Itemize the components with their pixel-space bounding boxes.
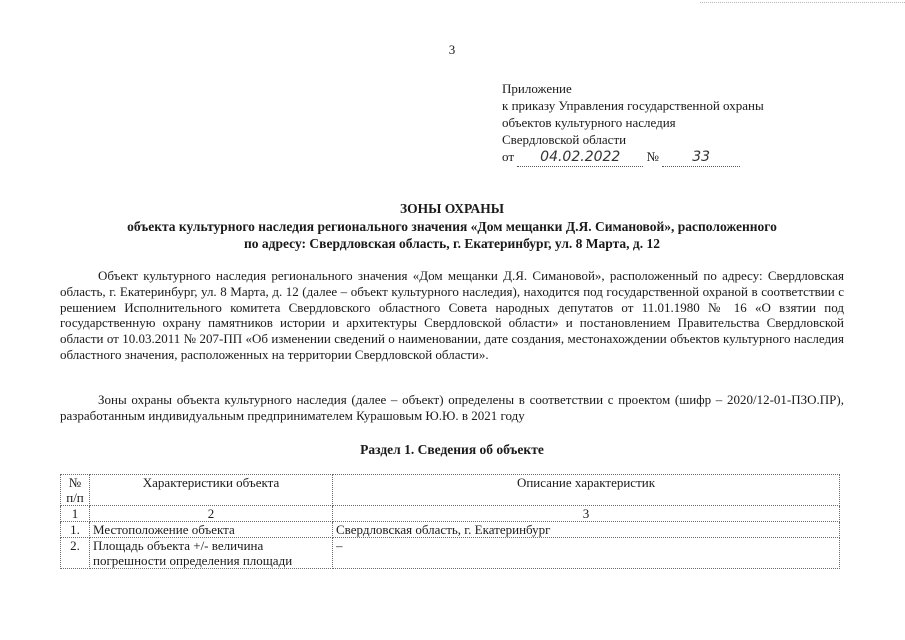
- header-cell-number: № п/п: [61, 475, 90, 506]
- header-cell-characteristics: Характеристики объекта: [90, 475, 333, 506]
- paragraph-zones: [60, 392, 844, 424]
- table-numbering-row: [61, 506, 840, 522]
- numbering-cell: 3: [333, 506, 840, 522]
- paragraph-text: Объект культурного наследия регионального значения «Дом мещанки Д.Я. Симановой», расположенный по адресу: Свердловская область, г. Екатеринбург, ул. 8 Марта, д. 12 (далее – объект культурного наследия), находится под государственной охраной в соответствии с решением Исполнительного комитета Свердловского областного Совета народных депутатов от 11.01.1980 № 16 «О взятии под государственную охрану памятников истории и архитектуры Свердловской области» и постановлением Правительства Свердловской области от 10.03.2011 № 207-ПП «Об изменении сведений о наименовании, дате создания, местонахождении объектов культурного наследия областного значения, расположенных на территории Свердловской области».: [60, 268, 844, 362]
- section-title: Раздел 1. Сведения об объекте: [360, 442, 544, 457]
- paragraph-object-status: [60, 268, 844, 363]
- row-description: –: [333, 538, 840, 569]
- number-prefix: №: [646, 149, 659, 164]
- appendix-line: Свердловской области: [502, 132, 627, 147]
- numbering-cell: 1: [61, 506, 90, 522]
- row-number: 2.: [61, 538, 90, 569]
- paragraph-text: Зоны охраны объекта культурного наследия (далее – объект) определены в соответствии с проектом (шифр – 2020/12-01-ПЗО.ПР), разработанным индивидуальным предпринимателем Курашовым Ю.Ю. в 2021 году: [60, 392, 844, 423]
- date-prefix: от: [502, 149, 515, 164]
- row-number: 1.: [61, 522, 90, 538]
- document-subtitle: объекта культурного наследия регионального значения «Дом мещанки Д.Я. Симановой», расположенного: [127, 219, 777, 234]
- row-characteristic: Площадь объекта +/- величина погрешности определения площади: [90, 538, 333, 569]
- handwritten-number: 33: [662, 149, 740, 167]
- page-number: 3: [448, 42, 456, 57]
- document-subtitle-address: по адресу: Свердловская область, г. Екатеринбург, ул. 8 Марта, д. 12: [244, 236, 660, 251]
- header-cell-description: Описание характеристик: [333, 475, 840, 506]
- row-characteristic: Местоположение объекта: [90, 522, 333, 538]
- table-row: [61, 522, 840, 538]
- object-info-table: [60, 474, 840, 569]
- page-frame-edge: [700, 2, 905, 3]
- table-header-row: [61, 475, 840, 506]
- numbering-cell: 2: [90, 506, 333, 522]
- appendix-line: Приложение: [502, 81, 572, 96]
- order-date-number-line: [502, 148, 764, 167]
- appendix-line: объектов культурного наследия: [502, 115, 676, 130]
- handwritten-date: 04.02.2022: [517, 149, 643, 167]
- appendix-block: [502, 80, 764, 167]
- table-row: [61, 538, 840, 569]
- row-description: Свердловская область, г. Екатеринбург: [333, 522, 840, 538]
- appendix-line: к приказу Управления государственной охраны: [502, 98, 764, 113]
- document-title: ЗОНЫ ОХРАНЫ: [400, 201, 504, 216]
